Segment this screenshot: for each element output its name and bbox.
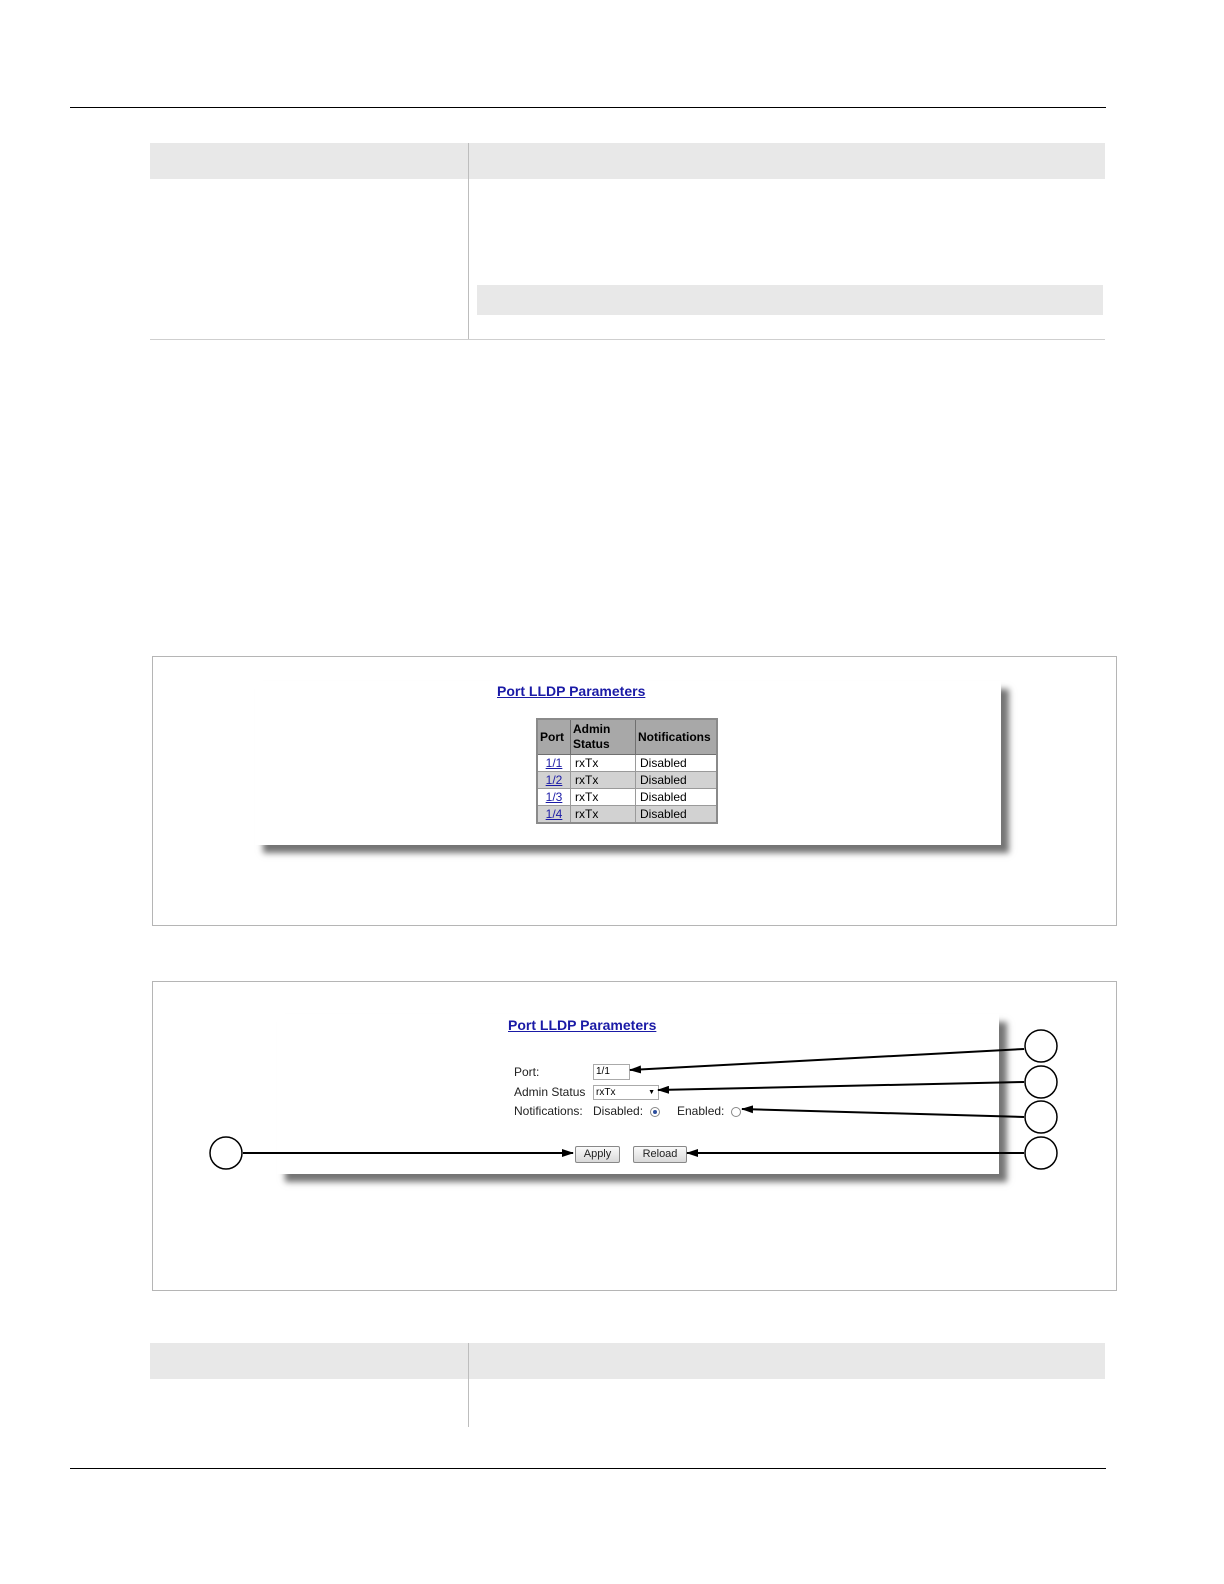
panel-title[interactable]: Port LLDP Parameters [508, 1017, 657, 1033]
admin-status-cell: rxTx [571, 772, 636, 789]
port-link-1-3[interactable]: 1/3 [545, 790, 563, 804]
admin-status-cell: rxTx [571, 789, 636, 806]
callout-arrow-admin-status [658, 1082, 1024, 1090]
callout-circle [1025, 1030, 1057, 1062]
apply-button[interactable]: Apply [575, 1146, 620, 1163]
reload-button[interactable]: Reload [633, 1146, 687, 1163]
callout-arrow-notifications [742, 1109, 1024, 1117]
notifications-cell: Disabled [636, 755, 718, 772]
port-label: Port: [514, 1065, 540, 1079]
column-divider [468, 1343, 469, 1427]
notifications-label: Notifications: [514, 1104, 583, 1118]
parameter-table-header [150, 1343, 1105, 1379]
notifications-cell: Disabled [636, 772, 718, 789]
parameter-table-bottom [150, 1343, 1105, 1428]
panel-title[interactable]: Port LLDP Parameters [497, 683, 646, 699]
column-header-admin-status: Admin Status [571, 719, 636, 755]
admin-status-cell: rxTx [571, 755, 636, 772]
port-link-1-4[interactable]: 1/4 [545, 807, 563, 821]
port-link-1-2[interactable]: 1/2 [545, 773, 563, 787]
callout-circle [1025, 1066, 1057, 1098]
chevron-down-icon: ▼ [648, 1089, 655, 1096]
callout-circle [1025, 1137, 1057, 1169]
callout-arrow-port [630, 1049, 1024, 1070]
disabled-label: Disabled: [593, 1104, 644, 1118]
notifications-cell: Disabled [636, 789, 718, 806]
callout-circle [1025, 1101, 1057, 1133]
column-header-port: Port [537, 719, 571, 755]
admin-status-value: rxTx [596, 1087, 616, 1098]
port-field[interactable]: 1/1 [593, 1064, 630, 1080]
admin-status-label: Admin Status [514, 1085, 586, 1099]
notifications-cell: Disabled [636, 806, 718, 824]
callout-circle [210, 1137, 242, 1169]
column-header-notifications: Notifications [636, 719, 718, 755]
admin-status-cell: rxTx [571, 806, 636, 824]
enabled-label: Enabled: [677, 1104, 725, 1118]
port-link-1-1[interactable]: 1/1 [545, 756, 563, 770]
